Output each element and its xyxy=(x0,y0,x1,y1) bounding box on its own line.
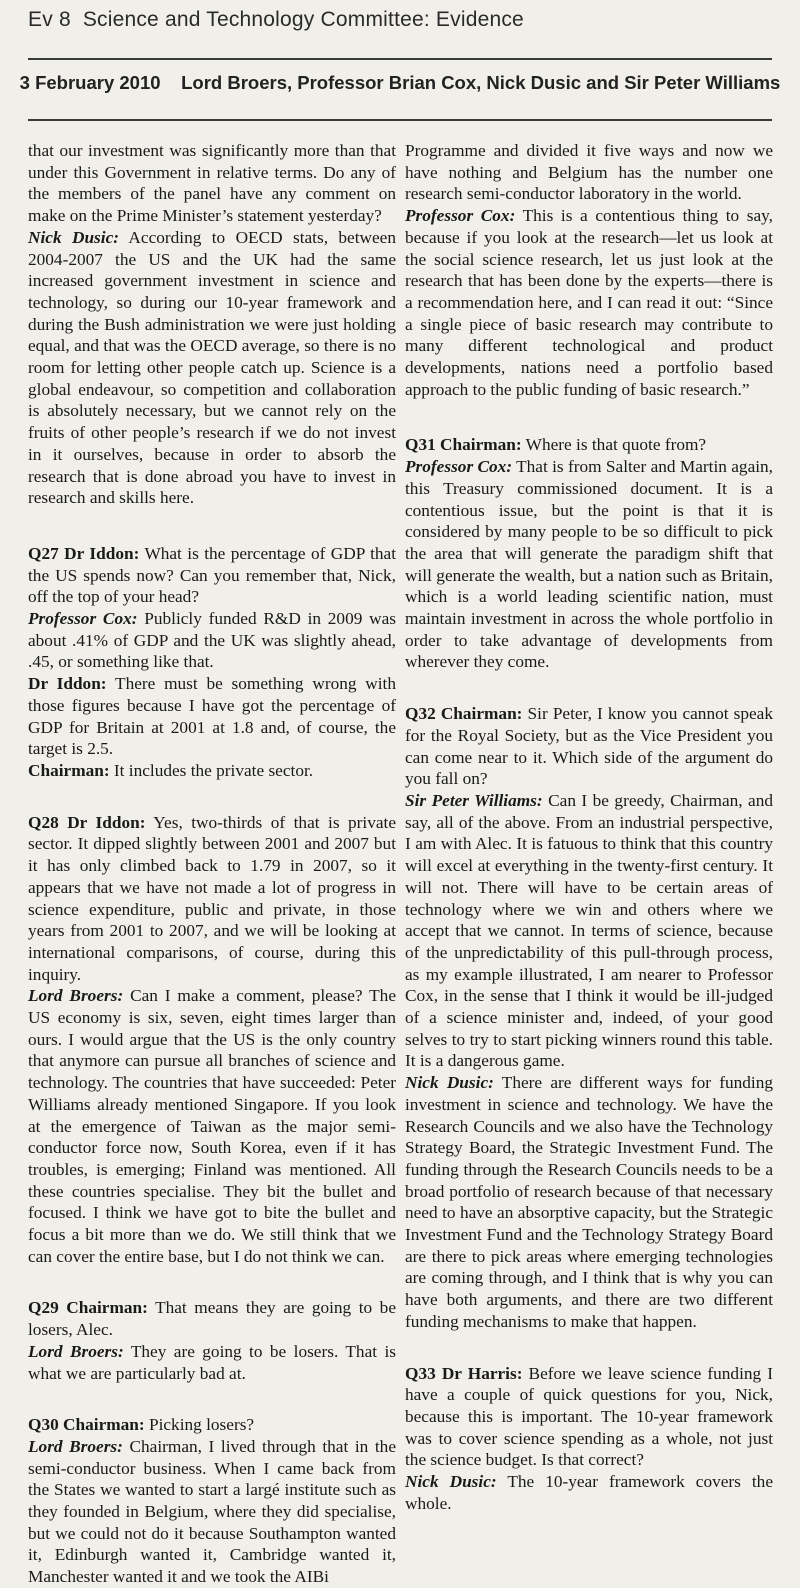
speaker-name: Nick Dusic: xyxy=(405,1472,497,1492)
paragraph: Sir Peter Williams: Can I be greedy, Chairman, and say, all of the above. From an industrial perspective, I am with Alec. It is fatuous to think that this country will excel at everything in the twenty-first century. It will not. There will have to be certain areas of technology where we win and others where we accept that we cannot. In terms of science, because of the unpredictability of this pull-through process, as my example illustrated, I am nearer to Professor Cox, in the sense that I think it would be ill-judged of a science minister and, indeed, of your good selves to try to start picking winners round this table. It is a dangerous game. xyxy=(405,790,773,1071)
question-paragraph: Q28 Dr Iddon: Yes, two-thirds of that is private sector. It dipped slightly between 2001 and 2007 but it has only climbed back to 1.79 in 2007, so it appears that we have not made a lot of progress in science expenditure, public and private, in those years from 2001 to 2007, and we will be looking at international comparisons, of course, during this inquiry. xyxy=(28,812,396,984)
question-label: Q32 Chairman: xyxy=(405,704,523,724)
paragraph: Programme and divided it five ways and now we have nothing and Belgium has the number one research semi-conductor laboratory in the world. xyxy=(405,141,773,204)
paragraph: Lord Broers: Can I make a comment, please? The US economy is six, seven, eight times larger than ours. I would argue that the US is the only country that anymore can pursue all branches of science and technology. The countries that have succeeded: Peter Williams already mentioned Singapore. If you look at the emergence of Taiwan as the major semi-conductor force now, South Korea, even if it has troubles, is emerging; Finland was mentioned. All these countries specialise. They bit the bullet and focused. I think we have got to bite the bullet and focus a bit more than we do. We still think that we can cover the entire base, but I do not think we can. xyxy=(28,986,396,1266)
speaker-name: Nick Dusic: xyxy=(28,227,120,247)
paragraph: Chairman: It includes the private sector. xyxy=(28,760,314,780)
speaker-name: Professor Cox: xyxy=(28,609,138,629)
header-rule-top xyxy=(28,58,772,60)
question-paragraph: Q29 Chairman: That means they are going to be losers, Alec. xyxy=(28,1298,396,1340)
speaker-name: Chairman: xyxy=(28,760,110,780)
question-paragraph: Q27 Dr Iddon: What is the percentage of GDP that the US spends now? Can you remember that, Nick, off the top of your head? xyxy=(28,543,397,607)
session-heading: 3 February 2010 Lord Broers, Professor Brian Cox, Nick Dusic and Sir Peter Williams xyxy=(19,72,781,93)
running-header xyxy=(28,8,524,32)
header-rule-bottom xyxy=(28,119,772,121)
speaker-name: Lord Broers: xyxy=(28,1341,124,1361)
evidence-page-code: Ev 8 xyxy=(28,8,71,31)
question-paragraph: Q32 Chairman: Sir Peter, I know you cannot speak for the Royal Society, but as the Vice President you can come near to it. Which side of the argument do you fall on? xyxy=(405,704,773,789)
speaker-name: Nick Dusic: xyxy=(405,1073,494,1093)
question-label: Q33 Dr Harris: xyxy=(405,1363,523,1383)
running-header-title: Science and Technology Committee: Evidence xyxy=(82,8,524,31)
question-label: Q27 Dr Iddon: xyxy=(28,543,140,563)
paragraph: Dr Iddon: There must be something wrong with those figures because I have got the percentage of GDP for Britain at 2001 at 1.8 and, of course, the target is 2.5. xyxy=(28,674,396,759)
speaker-name: Lord Broers: xyxy=(28,986,124,1006)
paragraph: Nick Dusic: According to OECD stats, between 2004-2007 the US and the UK had the same increased government investment in science and technology, so during our 10-year framework and during the Bush administration we were just holding equal, and that was the OECD average, so there is no room for letting other people catch up. Science is a global endeavour, so competition and collaboration is absolutely necessary, but we cannot rely on the fruits of other people’s research if we do not invest in it ourselves, because in order to absorb the research that is done abroad you have to invest in research and skills here. xyxy=(28,227,396,508)
question-paragraph: Q30 Chairman: Picking losers? xyxy=(28,1415,255,1435)
question-label: Q29 Chairman: xyxy=(28,1298,148,1318)
paragraph: Lord Broers: Chairman, I lived through that in the semi-conductor business. When I came back from the States we wanted to start a largé institute such as they founded in Belgium, where they did specialise, but we could not do it because Southampton wanted it, Edinburgh wanted it, Cambridge wanted it, Manchester wanted it and we took the AIBi xyxy=(28,1436,396,1587)
question-paragraph: Q31 Chairman: Where is that quote from? xyxy=(405,435,707,455)
paragraph: Lord Broers: They are going to be losers. That is what we are particularly bad at. xyxy=(28,1341,396,1383)
question-paragraph: Q33 Dr Harris: Before we leave science funding I have a couple of quick questions for you, Nick, because this is important. The 10-year framework was to cover science spending as a whole, not just the science budget. Is that correct? xyxy=(405,1363,773,1470)
paragraph: that our investment was significantly more than that under this Government in relative terms. Do any of the members of the panel have any comment on make on the Prime Minister’s statement yesterday? xyxy=(28,141,396,226)
question-label: Q28 Dr Iddon: xyxy=(28,812,146,832)
question-label: Q31 Chairman: xyxy=(405,435,522,455)
paragraph: Nick Dusic: The 10-year framework covers the whole. xyxy=(405,1472,773,1513)
paragraph: Nick Dusic: There are different ways for funding investment in science and technology. We have the Research Councils and we also have the Technology Strategy Board, the Strategic Investment Fund. The funding through the Research Councils needs to be a broad portfolio of research because of that necessary need to have an absorptive capacity, but the Strategic Investment Fund and the Technology Strategy Board are there to pick areas where emerging technologies are coming through, and I think that is why you can have both arguments, and there are two different funding mechanisms to make that happen. xyxy=(405,1073,773,1331)
speaker-name: Professor Cox: xyxy=(405,206,516,226)
speaker-name: Dr Iddon: xyxy=(28,674,107,694)
paragraph: Professor Cox: Publicly funded R&D in 2009 was about .41% of GDP and the UK was slightly ahead, .45, or something like that. xyxy=(28,609,396,672)
speaker-name: Sir Peter Williams: xyxy=(405,790,543,810)
question-label: Q30 Chairman: xyxy=(28,1415,145,1435)
right-column xyxy=(405,140,773,1514)
paragraph: Professor Cox: This is a contentious thing to say, because if you look at the research—let us look at the social science research, let us just look at the research that has been done by the experts—there is a recommendation here, and I can read it out: “Since a single piece of basic research may contribute to many different technological and product developments, nations need a portfolio based approach to the public funding of basic research.” xyxy=(405,206,773,399)
left-column xyxy=(28,140,396,1588)
speaker-name: Lord Broers: xyxy=(28,1436,123,1456)
speaker-name: Professor Cox: xyxy=(405,457,513,477)
paragraph: Professor Cox: That is from Salter and Martin again, this Treasury commissioned document. It is a contentious issue, but the point is that it is considered by many people to be so difficult to pick the area that will generate the paradigm shift that will generate the wealth, but a nation such as Britain, which is a world leading scientific nation, must maintain investment in across the whole portfolio in order to take advantage of developments from wherever they come. xyxy=(405,457,773,672)
